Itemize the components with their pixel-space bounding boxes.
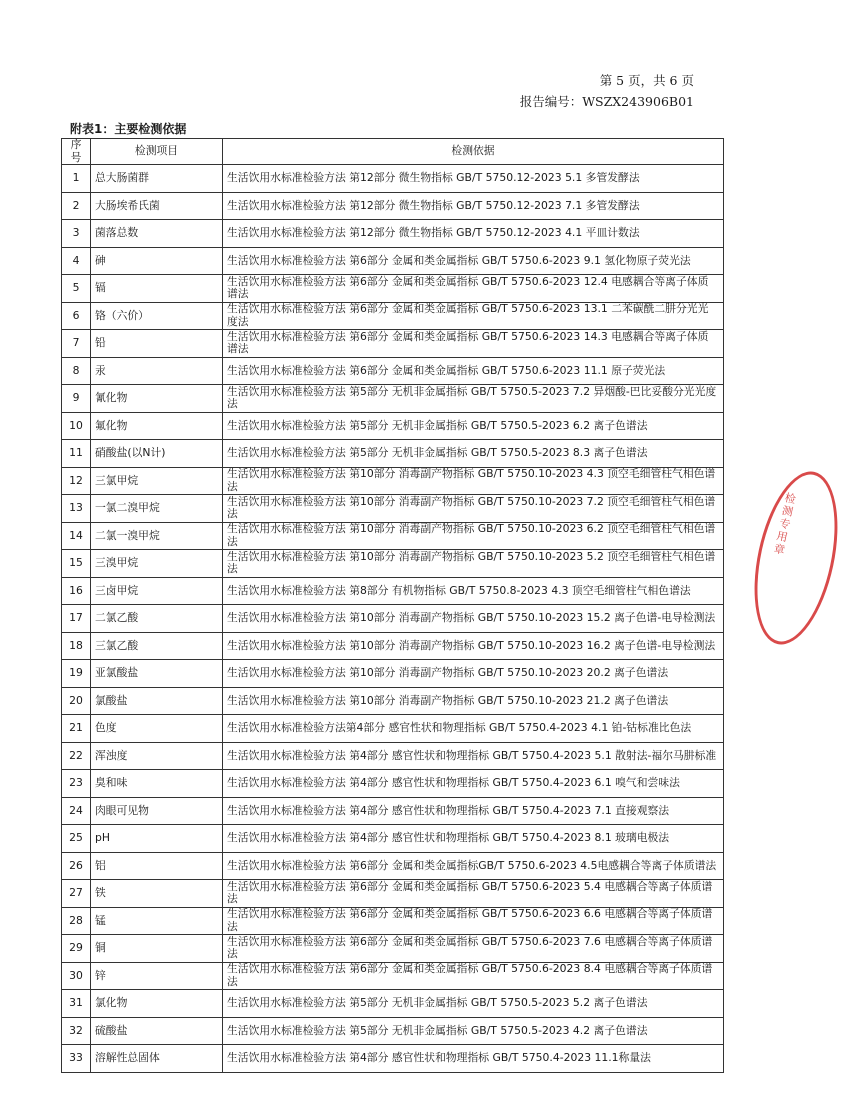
row-item-cell: 一氯二溴甲烷 (91, 495, 223, 523)
row-item-cell: 浑浊度 (91, 742, 223, 770)
table-row (62, 797, 724, 825)
row-basis-cell: 生活饮用水标准检验方法第4部分 感官性状和物理指标 GB/T 5750.4-2023 4.1 铂-钴标准比色法 (223, 715, 724, 743)
row-seq-cell: 31 (62, 990, 91, 1018)
table-title: 附表1：主要检测依据 (70, 122, 187, 136)
row-item-cell: 氯酸盐 (91, 687, 223, 715)
row-seq-cell: 25 (62, 825, 91, 853)
row-seq-cell: 32 (62, 1017, 91, 1045)
table-row (62, 715, 724, 743)
row-seq-cell: 22 (62, 742, 91, 770)
row-basis-cell: 生活饮用水标准检验方法 第5部分 无机非金属指标 GB/T 5750.5-2023 7.2 异烟酸-巴比妥酸分光光度法 (223, 385, 724, 413)
row-seq-cell: 1 (62, 165, 91, 193)
table-row (62, 990, 724, 1018)
column-header-item: 检测项目 (91, 139, 223, 165)
row-seq-cell: 17 (62, 605, 91, 633)
table-row (62, 247, 724, 275)
row-basis-cell: 生活饮用水标准检验方法 第10部分 消毒副产物指标 GB/T 5750.10-2023 16.2 离子色谱-电导检测法 (223, 632, 724, 660)
row-item-cell: 菌落总数 (91, 220, 223, 248)
row-basis-cell: 生活饮用水标准检验方法 第6部分 金属和类金属指标 GB/T 5750.6-2023 11.1 原子荧光法 (223, 357, 724, 385)
official-seal (741, 464, 851, 652)
row-basis-cell: 生活饮用水标准检验方法 第5部分 无机非金属指标 GB/T 5750.5-2023 4.2 离子色谱法 (223, 1017, 724, 1045)
row-item-cell: 三氯乙酸 (91, 632, 223, 660)
row-seq-cell: 30 (62, 962, 91, 990)
row-item-cell: 总大肠菌群 (91, 165, 223, 193)
row-basis-cell: 生活饮用水标准检验方法 第10部分 消毒副产物指标 GB/T 5750.10-2023 15.2 离子色谱-电导检测法 (223, 605, 724, 633)
table-row (62, 632, 724, 660)
table-row (62, 550, 724, 578)
table-row (62, 385, 724, 413)
row-item-cell: 臭和味 (91, 770, 223, 798)
row-item-cell: 色度 (91, 715, 223, 743)
row-seq-cell: 10 (62, 412, 91, 440)
table-row (62, 357, 724, 385)
row-seq-cell: 5 (62, 275, 91, 303)
table-row (62, 302, 724, 330)
table-row (62, 880, 724, 908)
table-row (62, 440, 724, 468)
row-item-cell: 铁 (91, 880, 223, 908)
row-item-cell: 铜 (91, 935, 223, 963)
report-number: 报告编号：WSZX243906B01 (519, 94, 694, 109)
table-header-row (62, 139, 724, 165)
row-seq-cell: 26 (62, 852, 91, 880)
table-row (62, 495, 724, 523)
row-seq-cell: 23 (62, 770, 91, 798)
table-row (62, 1045, 724, 1073)
row-basis-cell: 生活饮用水标准检验方法 第6部分 金属和类金属指标 GB/T 5750.6-2023 8.4 电感耦合等离子体质谱法 (223, 962, 724, 990)
row-basis-cell: 生活饮用水标准检验方法 第6部分 金属和类金属指标 GB/T 5750.6-2023 6.6 电感耦合等离子体质谱法 (223, 907, 724, 935)
row-basis-cell: 生活饮用水标准检验方法 第10部分 消毒副产物指标 GB/T 5750.10-2023 21.2 离子色谱法 (223, 687, 724, 715)
row-seq-cell: 28 (62, 907, 91, 935)
row-item-cell: 亚氯酸盐 (91, 660, 223, 688)
table-row (62, 687, 724, 715)
table-row (62, 825, 724, 853)
row-basis-cell: 生活饮用水标准检验方法 第10部分 消毒副产物指标 GB/T 5750.10-2023 7.2 顶空毛细管柱气相色谱法 (223, 495, 724, 523)
row-seq-cell: 20 (62, 687, 91, 715)
row-item-cell: 硫酸盐 (91, 1017, 223, 1045)
row-seq-cell: 4 (62, 247, 91, 275)
row-item-cell: 二氯乙酸 (91, 605, 223, 633)
row-basis-cell: 生活饮用水标准检验方法 第6部分 金属和类金属指标 GB/T 5750.6-2023 5.4 电感耦合等离子体质谱法 (223, 880, 724, 908)
row-seq-cell: 11 (62, 440, 91, 468)
row-seq-cell: 2 (62, 192, 91, 220)
row-basis-cell: 生活饮用水标准检验方法 第4部分 感官性状和物理指标 GB/T 5750.4-2023 6.1 嗅气和尝味法 (223, 770, 724, 798)
table-row (62, 522, 724, 550)
row-seq-cell: 19 (62, 660, 91, 688)
column-header-basis: 检测依据 (223, 139, 724, 165)
row-basis-cell: 生活饮用水标准检验方法 第10部分 消毒副产物指标 GB/T 5750.10-2023 5.2 顶空毛细管柱气相色谱法 (223, 550, 724, 578)
row-item-cell: 溶解性总固体 (91, 1045, 223, 1073)
table-row (62, 275, 724, 303)
seal-text: 检测专用章 (771, 491, 798, 558)
row-item-cell: 氟化物 (91, 412, 223, 440)
table-row (62, 935, 724, 963)
table-row (62, 412, 724, 440)
row-seq-cell: 21 (62, 715, 91, 743)
row-basis-cell: 生活饮用水标准检验方法 第5部分 无机非金属指标 GB/T 5750.5-2023 8.3 离子色谱法 (223, 440, 724, 468)
row-item-cell: 三溴甲烷 (91, 550, 223, 578)
row-item-cell: 铅 (91, 330, 223, 358)
detection-basis-table (61, 138, 724, 1073)
row-item-cell: 三氯甲烷 (91, 467, 223, 495)
row-basis-cell: 生活饮用水标准检验方法 第6部分 金属和类金属指标 GB/T 5750.6-2023 14.3 电感耦合等离子体质谱法 (223, 330, 724, 358)
table-row (62, 165, 724, 193)
table-row (62, 742, 724, 770)
row-basis-cell: 生活饮用水标准检验方法 第6部分 金属和类金属指标 GB/T 5750.6-2023 9.1 氢化物原子荧光法 (223, 247, 724, 275)
row-seq-cell: 8 (62, 357, 91, 385)
row-basis-cell: 生活饮用水标准检验方法 第10部分 消毒副产物指标 GB/T 5750.10-2023 6.2 顶空毛细管柱气相色谱法 (223, 522, 724, 550)
table-row (62, 330, 724, 358)
row-item-cell: 氯化物 (91, 990, 223, 1018)
row-basis-cell: 生活饮用水标准检验方法 第10部分 消毒副产物指标 GB/T 5750.10-2023 20.2 离子色谱法 (223, 660, 724, 688)
table-row (62, 660, 724, 688)
row-basis-cell: 生活饮用水标准检验方法 第4部分 感官性状和物理指标 GB/T 5750.4-2023 5.1 散射法-福尔马肼标准 (223, 742, 724, 770)
row-basis-cell: 生活饮用水标准检验方法 第12部分 微生物指标 GB/T 5750.12-2023 7.1 多管发酵法 (223, 192, 724, 220)
row-basis-cell: 生活饮用水标准检验方法 第4部分 感官性状和物理指标 GB/T 5750.4-2023 7.1 直接观察法 (223, 797, 724, 825)
row-seq-cell: 27 (62, 880, 91, 908)
row-seq-cell: 9 (62, 385, 91, 413)
page-header (520, 70, 694, 112)
row-item-cell: 硝酸盐(以N计) (91, 440, 223, 468)
row-seq-cell: 13 (62, 495, 91, 523)
row-basis-cell: 生活饮用水标准检验方法 第10部分 消毒副产物指标 GB/T 5750.10-2023 4.3 顶空毛细管柱气相色谱法 (223, 467, 724, 495)
row-basis-cell: 生活饮用水标准检验方法 第12部分 微生物指标 GB/T 5750.12-2023 4.1 平皿计数法 (223, 220, 724, 248)
table-row (62, 467, 724, 495)
table-row (62, 962, 724, 990)
row-item-cell: pH (91, 825, 223, 853)
table-row (62, 577, 724, 605)
row-basis-cell: 生活饮用水标准检验方法 第6部分 金属和类金属指标 GB/T 5750.6-2023 13.1 二苯碳酰二肼分光光度法 (223, 302, 724, 330)
row-seq-cell: 16 (62, 577, 91, 605)
row-seq-cell: 15 (62, 550, 91, 578)
row-item-cell: 氰化物 (91, 385, 223, 413)
row-item-cell: 铬（六价） (91, 302, 223, 330)
row-item-cell: 肉眼可见物 (91, 797, 223, 825)
table-row (62, 605, 724, 633)
row-seq-cell: 24 (62, 797, 91, 825)
row-item-cell: 锌 (91, 962, 223, 990)
row-seq-cell: 14 (62, 522, 91, 550)
row-item-cell: 汞 (91, 357, 223, 385)
page-number: 第 5 页，共 6 页 (599, 73, 694, 88)
row-seq-cell: 12 (62, 467, 91, 495)
row-seq-cell: 6 (62, 302, 91, 330)
row-basis-cell: 生活饮用水标准检验方法 第4部分 感官性状和物理指标 GB/T 5750.4-2023 11.1称量法 (223, 1045, 724, 1073)
row-item-cell: 二氯一溴甲烷 (91, 522, 223, 550)
row-seq-cell: 7 (62, 330, 91, 358)
row-basis-cell: 生活饮用水标准检验方法 第12部分 微生物指标 GB/T 5750.12-2023 5.1 多管发酵法 (223, 165, 724, 193)
row-basis-cell: 生活饮用水标准检验方法 第6部分 金属和类金属指标GB/T 5750.6-2023 4.5电感耦合等离子体质谱法 (223, 852, 724, 880)
row-basis-cell: 生活饮用水标准检验方法 第6部分 金属和类金属指标 GB/T 5750.6-2023 7.6 电感耦合等离子体质谱法 (223, 935, 724, 963)
table-row (62, 907, 724, 935)
table-row (62, 770, 724, 798)
row-basis-cell: 生活饮用水标准检验方法 第4部分 感官性状和物理指标 GB/T 5750.4-2023 8.1 玻璃电极法 (223, 825, 724, 853)
table-row (62, 852, 724, 880)
row-seq-cell: 33 (62, 1045, 91, 1073)
row-basis-cell: 生活饮用水标准检验方法 第6部分 金属和类金属指标 GB/T 5750.6-2023 12.4 电感耦合等离子体质谱法 (223, 275, 724, 303)
row-item-cell: 三卤甲烷 (91, 577, 223, 605)
row-seq-cell: 3 (62, 220, 91, 248)
row-item-cell: 大肠埃希氏菌 (91, 192, 223, 220)
row-item-cell: 锰 (91, 907, 223, 935)
table-row (62, 192, 724, 220)
table-body (62, 165, 724, 1073)
table-row (62, 220, 724, 248)
row-seq-cell: 29 (62, 935, 91, 963)
row-item-cell: 砷 (91, 247, 223, 275)
row-basis-cell: 生活饮用水标准检验方法 第8部分 有机物指标 GB/T 5750.8-2023 4.3 顶空毛细管柱气相色谱法 (223, 577, 724, 605)
row-item-cell: 镉 (91, 275, 223, 303)
column-header-seq: 序号 (62, 139, 91, 165)
table-row (62, 1017, 724, 1045)
row-item-cell: 铝 (91, 852, 223, 880)
row-seq-cell: 18 (62, 632, 91, 660)
row-basis-cell: 生活饮用水标准检验方法 第5部分 无机非金属指标 GB/T 5750.5-2023 6.2 离子色谱法 (223, 412, 724, 440)
row-basis-cell: 生活饮用水标准检验方法 第5部分 无机非金属指标 GB/T 5750.5-2023 5.2 离子色谱法 (223, 990, 724, 1018)
